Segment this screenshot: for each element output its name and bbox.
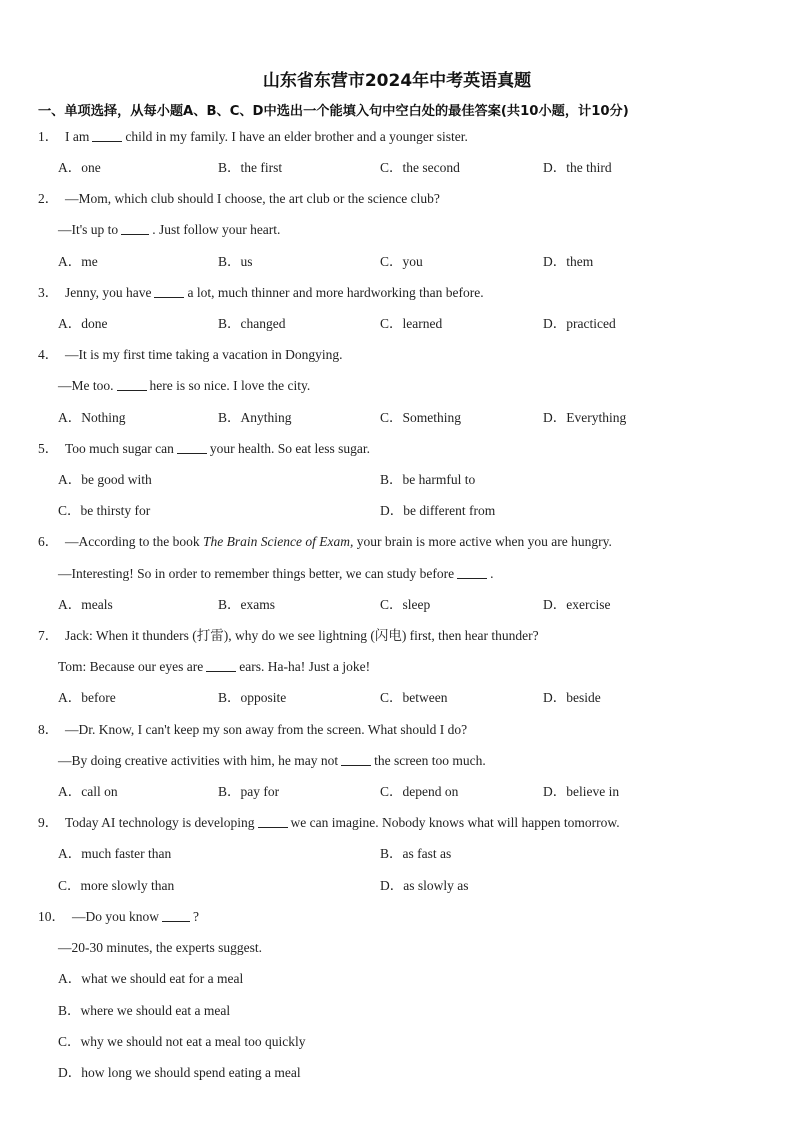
question-number: 9． bbox=[38, 815, 59, 830]
option-b[interactable]: B．pay for bbox=[218, 784, 280, 799]
question-number: 4． bbox=[38, 347, 59, 362]
question-reply: —20-30 minutes, the experts suggest. bbox=[58, 940, 262, 955]
option-d[interactable]: D．as slowly as bbox=[380, 878, 469, 893]
option-d[interactable]: D．believe in bbox=[543, 784, 620, 799]
answer-blank bbox=[162, 909, 190, 922]
question-reply: —By doing creative activities with him, he may not the screen too much. bbox=[58, 753, 486, 768]
question-stem: —According to the book The Brain Science of Exam, your brain is more active when you are hungry. bbox=[65, 534, 612, 549]
option-c[interactable]: C．the second bbox=[380, 160, 460, 175]
option-b[interactable]: B．Anything bbox=[218, 410, 292, 425]
option-a[interactable]: A．Nothing bbox=[58, 410, 126, 425]
option-d[interactable]: D．practiced bbox=[543, 316, 616, 331]
option-b[interactable]: B．us bbox=[218, 254, 253, 269]
option-d[interactable]: D．Everything bbox=[543, 410, 627, 425]
answer-blank bbox=[457, 566, 487, 579]
option-c[interactable]: C．be thirsty for bbox=[58, 503, 151, 518]
option-c[interactable]: C．sleep bbox=[380, 597, 431, 612]
option-d[interactable]: D．the third bbox=[543, 160, 612, 175]
option-c[interactable]: C．more slowly than bbox=[58, 878, 175, 893]
page-title: 山东省东营市2024年中考英语真题 bbox=[262, 71, 532, 91]
option-d[interactable]: D．exercise bbox=[543, 597, 611, 612]
question-reply: —Interesting! So in order to remember things better, we can study before . bbox=[58, 566, 494, 581]
question-stem: —Mom, which club should I choose, the art club or the science club? bbox=[65, 191, 440, 206]
answer-blank bbox=[121, 222, 149, 235]
option-b[interactable]: B．where we should eat a meal bbox=[58, 1003, 231, 1018]
answer-blank bbox=[341, 753, 371, 766]
option-a[interactable]: A．what we should eat for a meal bbox=[58, 971, 244, 986]
option-b[interactable]: B．exams bbox=[218, 597, 275, 612]
answer-blank bbox=[92, 129, 122, 142]
option-a[interactable]: A．call on bbox=[58, 784, 118, 799]
question-stem: Too much sugar can your health. So eat less sugar. bbox=[65, 441, 371, 456]
question-stem: Jack: When it thunders (打雷), why do we see lightning (闪电) first, then hear thunder? bbox=[65, 628, 539, 643]
option-b[interactable]: B．the first bbox=[218, 160, 283, 175]
option-c[interactable]: C．depend on bbox=[380, 784, 459, 799]
option-a[interactable]: A．be good with bbox=[58, 472, 152, 487]
question-number: 10． bbox=[38, 909, 65, 924]
option-a[interactable]: A．meals bbox=[58, 597, 113, 612]
section-heading: 一、单项选择，从每小题A、B、C、D中选出一个能填入句中空白处的最佳答案(共10小题，计10分) bbox=[38, 104, 629, 119]
question-number: 6． bbox=[38, 534, 59, 549]
option-c[interactable]: C．why we should not eat a meal too quickly bbox=[58, 1034, 306, 1049]
option-a[interactable]: A．much faster than bbox=[58, 846, 172, 861]
option-b[interactable]: B．be harmful to bbox=[380, 472, 476, 487]
option-d[interactable]: D．be different from bbox=[380, 503, 496, 518]
option-b[interactable]: B．changed bbox=[218, 316, 286, 331]
question-reply: Tom: Because our eyes are ears. Ha-ha! Just a joke! bbox=[58, 659, 371, 674]
question-number: 7． bbox=[38, 628, 59, 643]
question-number: 8． bbox=[38, 722, 59, 737]
answer-blank bbox=[258, 815, 288, 828]
answer-blank bbox=[117, 378, 147, 391]
option-b[interactable]: B．opposite bbox=[218, 690, 287, 705]
option-c[interactable]: C．Something bbox=[380, 410, 462, 425]
option-a[interactable]: A．before bbox=[58, 690, 116, 705]
option-d[interactable]: D．how long we should spend eating a meal bbox=[58, 1065, 301, 1080]
question-number: 1． bbox=[38, 129, 59, 144]
option-d[interactable]: D．them bbox=[543, 254, 594, 269]
answer-blank bbox=[206, 659, 236, 672]
option-b[interactable]: B．as fast as bbox=[380, 846, 452, 861]
question-stem: —Do you know ? bbox=[72, 909, 199, 924]
question-stem: Jenny, you have a lot, much thinner and more hardworking than before. bbox=[65, 285, 484, 300]
option-c[interactable]: C．you bbox=[380, 254, 423, 269]
option-c[interactable]: C．learned bbox=[380, 316, 443, 331]
book-title: The Brain Science of Exam, bbox=[202, 534, 354, 549]
option-a[interactable]: A．one bbox=[58, 160, 101, 175]
question-stem: Today AI technology is developing we can imagine. Nobody knows what will happen tomorrow. bbox=[65, 815, 620, 830]
option-c[interactable]: C．between bbox=[380, 690, 448, 705]
question-stem: —It is my first time taking a vacation in Dongying. bbox=[65, 347, 343, 362]
answer-blank bbox=[154, 285, 184, 298]
question-stem: I am child in my family. I have an elder brother and a younger sister. bbox=[65, 129, 468, 144]
question-number: 3． bbox=[38, 285, 59, 300]
question-number: 5． bbox=[38, 441, 59, 456]
question-reply: —It's up to . Just follow your heart. bbox=[58, 222, 281, 237]
option-a[interactable]: A．me bbox=[58, 254, 98, 269]
question-number: 2． bbox=[38, 191, 59, 206]
question-stem: —Dr. Know, I can't keep my son away from the screen. What should I do? bbox=[65, 722, 468, 737]
option-a[interactable]: A．done bbox=[58, 316, 108, 331]
answer-blank bbox=[177, 441, 207, 454]
question-reply: —Me too. here is so nice. I love the city. bbox=[58, 378, 311, 393]
option-d[interactable]: D．beside bbox=[543, 690, 601, 705]
